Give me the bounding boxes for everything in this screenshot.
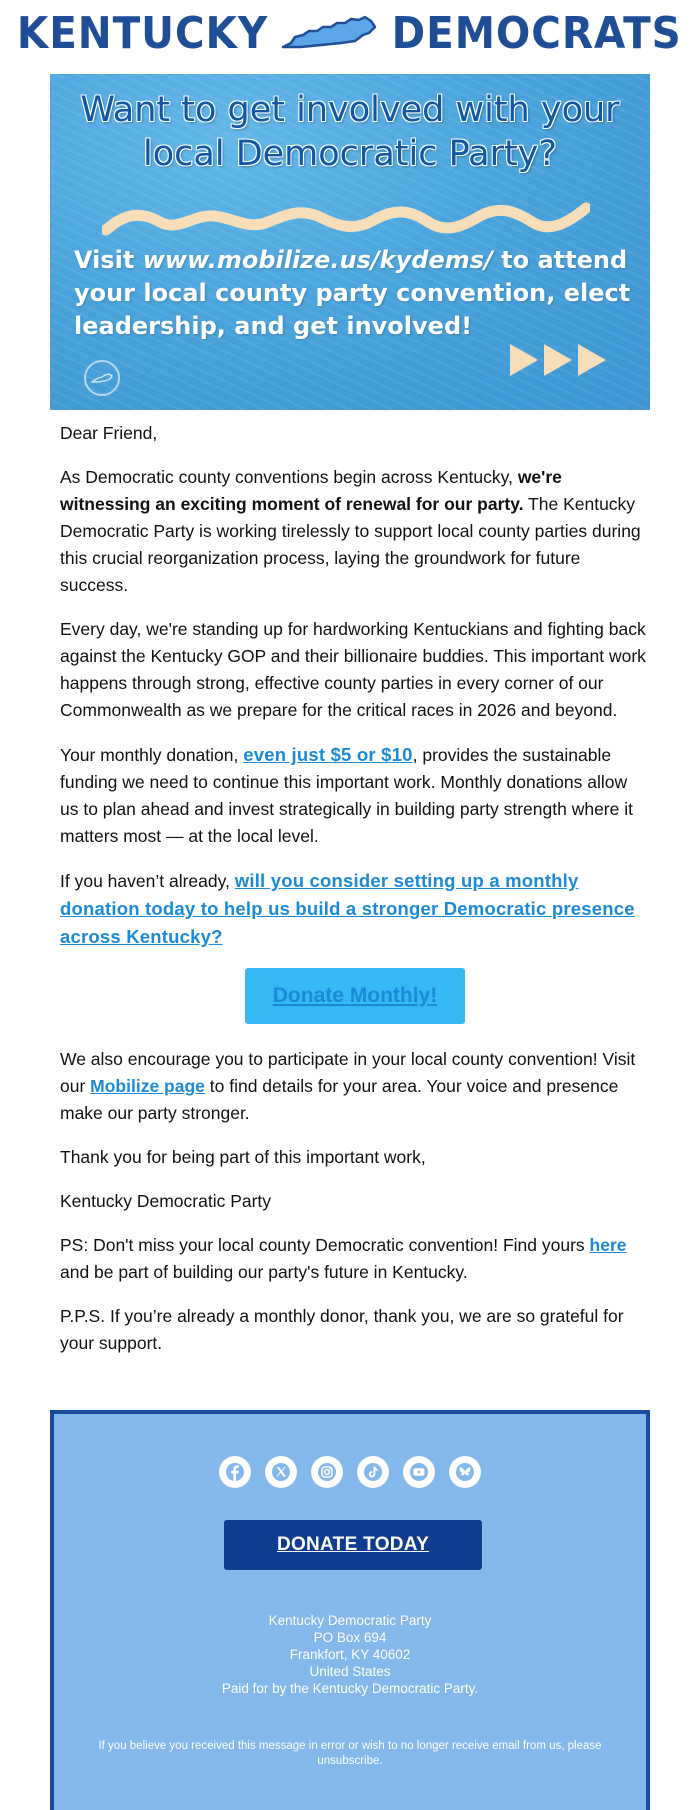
donate-monthly-button[interactable]: Donate Monthly!: [245, 968, 465, 1024]
instagram-icon[interactable]: [311, 1456, 343, 1488]
header-logo[interactable]: [0, 0, 700, 62]
paragraph-6: Thank you for being part of this important work,: [60, 1147, 426, 1167]
p4-text: If you haven’t already,: [60, 871, 235, 891]
hero-url[interactable]: www.mobilize.us/kydems/: [142, 246, 493, 274]
hero-subtext: [74, 244, 634, 343]
triple-arrow-icon: [510, 344, 606, 376]
logo-text-right: DEMOCRATS: [391, 7, 682, 59]
p5-text-post: to find details for your area. Your voice and presence make our party stronger.: [60, 1076, 619, 1123]
email-body: [60, 420, 650, 1374]
p5-text: We also encourage you to participate in your local county convention! Visit our: [60, 1049, 636, 1096]
p3-text-post: , provides the sustainable funding we need to continue this important work. Monthly donations allow us to plan ahead and invest strategically in building party strength where it matters most — at the local level.: [60, 745, 633, 846]
logo-text-left: KENTUCKY: [16, 7, 268, 59]
signature: Kentucky Democratic Party: [60, 1191, 272, 1211]
paragraph-4: [60, 867, 650, 951]
address-line-1: PO Box 694: [313, 1630, 387, 1645]
p1-bold: we're witnessing an exciting moment of renewal for our party.: [60, 467, 562, 514]
convention-here-link[interactable]: here: [589, 1235, 627, 1255]
hero-sub-pre: Visit: [74, 246, 143, 274]
paid-for-disclaimer: Paid for by the Kentucky Democratic Party.: [221, 1681, 479, 1696]
monthly-donation-link[interactable]: will you consider setting up a monthly donation today to help us build a stronger Democratic presence across Kentucky?: [60, 870, 635, 947]
address-country: United States: [309, 1664, 391, 1679]
paragraph-2: Every day, we're standing up for hardworking Kentuckians and fighting back against the Kentucky GOP and their billionaire buddies. This important work happens through strong, effective county parties in every corner of our Commonwealth as we prepare for the critical races in 2026 and beyond.: [60, 619, 646, 720]
address-line-2: Frankfort, KY 40602: [289, 1647, 411, 1662]
cta-wrapper: [60, 968, 650, 1024]
facebook-icon[interactable]: [219, 1456, 251, 1488]
bluesky-icon[interactable]: [449, 1456, 481, 1488]
paragraph-1: [60, 464, 650, 599]
tiktok-icon[interactable]: [357, 1456, 389, 1488]
social-links: [54, 1456, 646, 1488]
footer: [50, 1410, 650, 1810]
kentucky-circle-icon: [84, 360, 120, 396]
ps-text-post: and be part of building our party's future in Kentucky.: [60, 1262, 468, 1282]
post-postscript: P.P.S. If you’re already a monthly donor, thank you, we are so grateful for your support.: [60, 1306, 624, 1353]
greeting: Dear Friend,: [60, 423, 158, 443]
p3-text: Your monthly donation,: [60, 745, 244, 765]
x-twitter-icon[interactable]: [265, 1456, 297, 1488]
footer-address: [54, 1612, 646, 1697]
mobilize-page-link[interactable]: Mobilize page: [90, 1076, 205, 1096]
donate-today-button[interactable]: DONATE TODAY: [224, 1520, 482, 1570]
unsubscribe-notice[interactable]: If you believe you received this message in error or wish to no longer receive email from us, please unsubscribe.: [98, 1740, 602, 1767]
hero-banner[interactable]: [50, 74, 650, 410]
hero-headline: Want to get involved with your local Democratic Party?: [80, 90, 620, 174]
postscript: [60, 1232, 650, 1286]
small-donation-link[interactable]: even just $5 or $10: [243, 744, 413, 765]
paragraph-3: [60, 741, 650, 850]
hero-sub-post: to attend your local county party convention, elect leadership, and get involved!: [74, 246, 631, 340]
paragraph-5: [60, 1046, 650, 1127]
kentucky-state-shape-icon: [281, 13, 377, 53]
squiggle-decoration: [102, 192, 590, 252]
p1-text: As Democratic county conventions begin across Kentucky,: [60, 467, 518, 487]
youtube-icon[interactable]: [403, 1456, 435, 1488]
p1-text-post: The Kentucky Democratic Party is working tirelessly to support local county parties during this crucial reorganization process, laying the groundwork for future success.: [60, 494, 641, 595]
address-name: Kentucky Democratic Party: [268, 1613, 432, 1628]
ps-text: PS: Don't miss your local county Democratic convention! Find yours: [60, 1235, 590, 1255]
